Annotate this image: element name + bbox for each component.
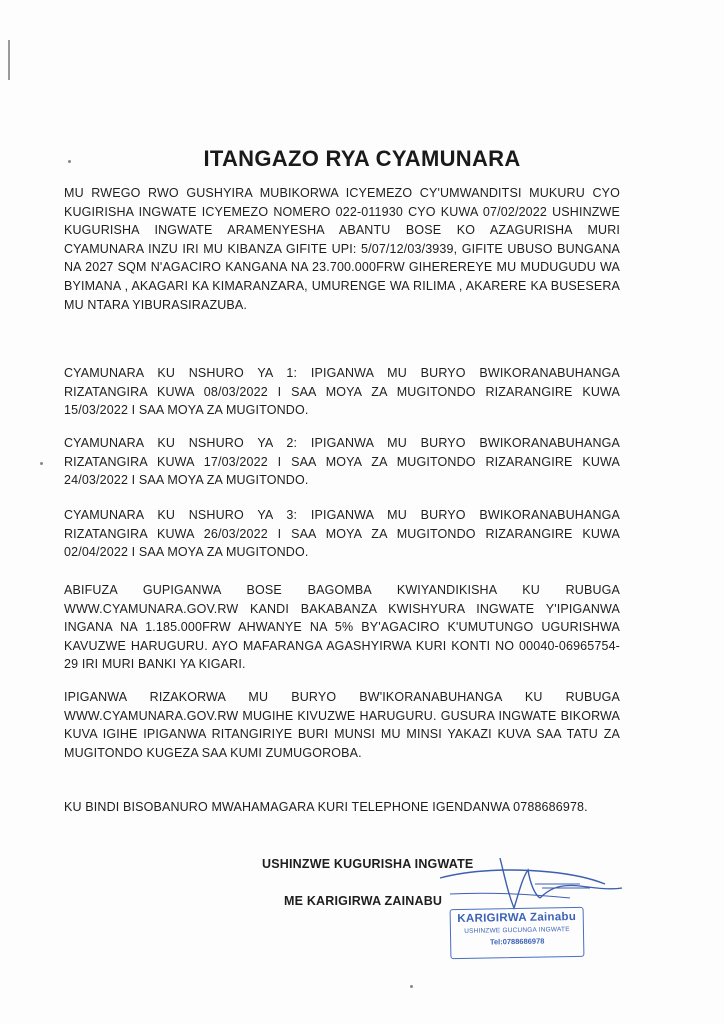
paragraph-auction-round-3: CYAMUNARA KU NSHURO YA 3: IPIGANWA MU BURYO BWIKORANABUHANGA RIZATANGIRA KUWA 26/03/2022 I SAA MOYA ZA MUGITONDO RIZARANGIRE KUWA 02/04/2022 I SAA MOYA ZA MUGITONDO.	[64, 508, 620, 560]
paragraph-auction-round-1: CYAMUNARA KU NSHURO YA 1: IPIGANWA MU BURYO BWIKORANABUHANGA RIZATANGIRA KUWA 08/03/2022 I SAA MOYA ZA MUGITONDO RIZARANGIRE KUWA 15/03/2022 I SAA MOYA ZA MUGITONDO.	[64, 366, 620, 418]
paragraph-auction-round-2: CYAMUNARA KU NSHURO YA 2: IPIGANWA MU BURYO BWIKORANABUHANGA RIZATANGIRA KUWA 17/03/2022 I SAA MOYA ZA MUGITONDO RIZARANGIRE KUWA 24/03/2022 I SAA MOYA ZA MUGITONDO.	[64, 436, 620, 488]
signatory-role: USHINZWE KUGURISHA INGWATE	[262, 857, 474, 871]
paragraph-auction-notice: MU RWEGO RWO GUSHYIRA MUBIKORWA ICYEMEZO CY'UMWANDITSI MUKURU CYO KUGIRISHA INGWATE ICYEMEZO NOMERO 022-011930 CYO KUWA 07/02/2022 USHINZWE KUGURISHA INGWATE ARAMENYESHA ABANTU BOSE KO AZAGURISHA MURI CYAMUNARA INZU IRI MU KIBANZA GIFITE UPI: 5/07/12/03/3939, GIFITE UBUSO BUNGANA NA 2027 SQM N'AGACIRO KANGANA NA 23.700.000FRW GIHEREREYE MU MUDUGUDU WA BYIMANA , AKAGARI KA KIMARANZARA, UMURENGE WA RILIMA , AKARERE KA BUSESERA MU NTARA YIBURASIRAZUBA.	[64, 186, 620, 312]
scan-speck	[410, 985, 413, 988]
paragraph-contact: KU BINDI BISOBANURO MWAHAMAGARA KURI TELEPHONE IGENDANWA 0788686978.	[64, 800, 588, 814]
stamp-name: KARIGIRWA Zainabu	[457, 910, 577, 926]
stamp-role: USHINZWE GUCUNGA INGWATE	[464, 926, 570, 935]
official-stamp	[450, 907, 585, 959]
paragraph-bidding-visits: IPIGANWA RIZAKORWA MU BURYO BW'IKORANABUHANGA KU RUBUGA WWW.CYAMUNARA.GOV.RW MUGIHE KIVUZWE HARUGURU. GUSURA INGWATE BIKORWA KUVA IGIHE IPIGANWA RITANGIRIYE BURI MUNSI MU MINSI YAKAZI KUVA SAA TATU ZA MUGITONDO KUGEZA SAA KUMI ZUMUGOROBA.	[64, 690, 620, 760]
scan-speck	[40, 462, 43, 465]
document-title: ITANGAZO RYA CYAMUNARA	[203, 146, 521, 171]
scan-edge-mark	[8, 40, 10, 80]
signatory-name: ME KARIGIRWA ZAINABU	[284, 894, 443, 908]
stamp-telephone: Tel:0788686978	[489, 936, 545, 947]
paragraph-registration: ABIFUZA GUPIGANWA BOSE BAGOMBA KWIYANDIKISHA KU RUBUGA WWW.CYAMUNARA.GOV.RW KANDI BAKABANZA KWISHYURA INGWATE Y'IPIGANWA INGANA NA 1.185.000FRW AHWANYE NA 5% BY'AGACIRO K'UMUTUNGO UGURISHWA KAVUZWE HARUGURU. AYO MAFARANGA AGASHYIRWA KURI KONTI NO 00040-06965754-29 IRI MURI BANKI YA KIGARI.	[64, 583, 620, 672]
